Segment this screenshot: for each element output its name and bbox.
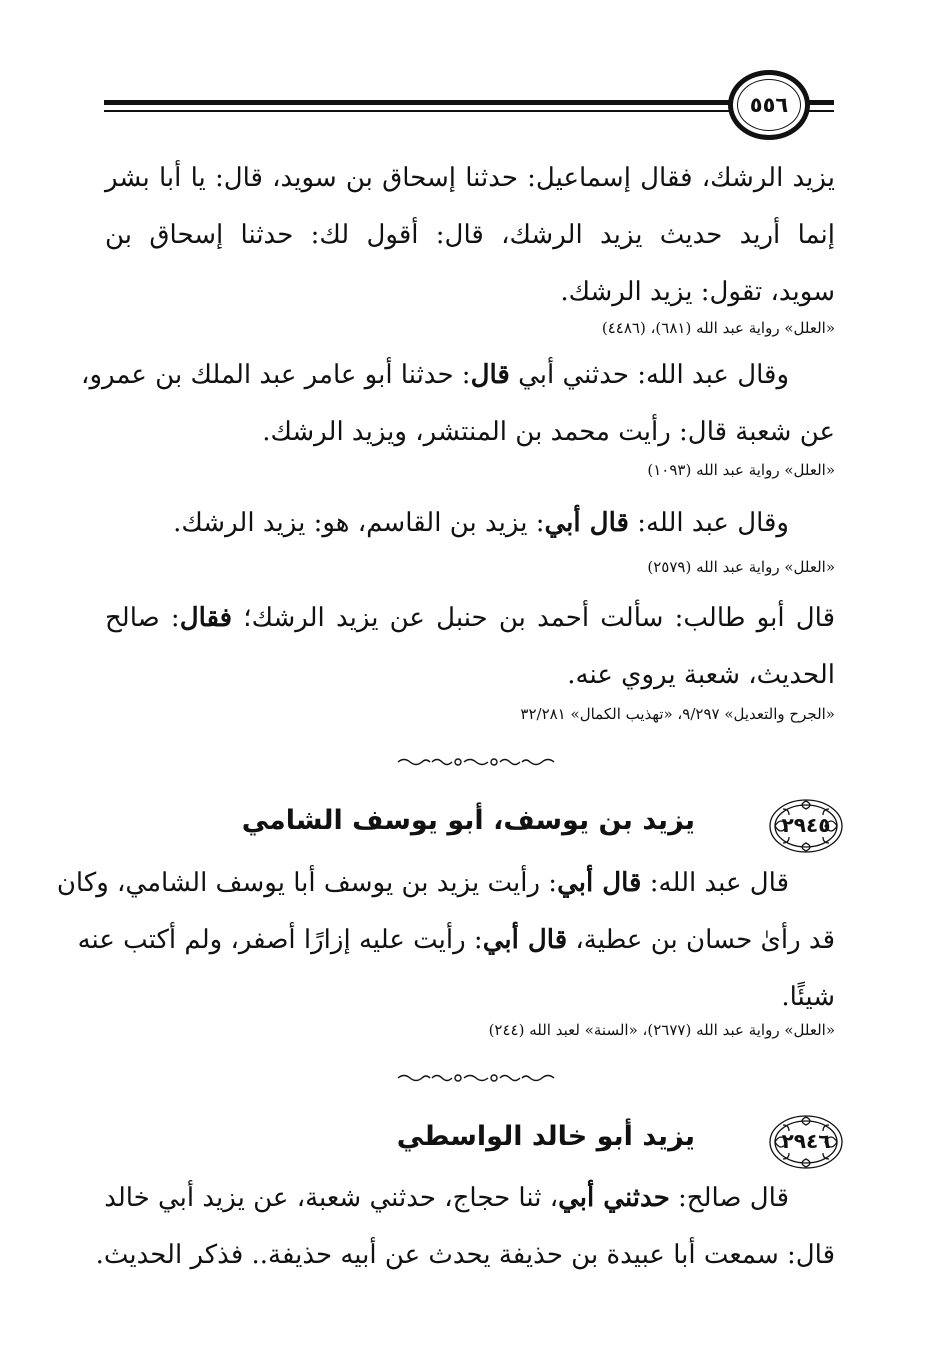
- entry-2946-line-2: قال: سمعت أبا عبيدة بن حذيفة يحدث عن أبيه حذيفة.. فذكر الحديث.: [95, 1240, 835, 1270]
- block-3-post: : يزيد بن القاسم، هو: يزيد الرشك.: [173, 508, 545, 538]
- page-header: [104, 70, 834, 140]
- block-2-line-2: عن شعبة قال: رأيت محمد بن المنتشر، ويزيد الرشك.: [262, 417, 835, 447]
- page-number: ٥٥٦: [749, 93, 789, 117]
- block-2-line-1-bold: قال: [470, 360, 510, 390]
- entry-2946-text: [95, 1170, 835, 1284]
- entry-2945-number: ٢٩٤٥: [781, 813, 831, 837]
- block-3-source-wrap: [105, 557, 835, 577]
- block-4-line-1-pre: قال أبو طالب: سألت أحمد بن حنبل عن يزيد الرشك؛: [232, 603, 836, 633]
- entry-2945-badge: [767, 797, 845, 855]
- entry-2945-line-2-pre: قد رأىٰ حسان بن عطية،: [567, 925, 835, 955]
- entry-2945-line-2: [77, 912, 835, 969]
- block-2-line-1-pre: وقال عبد الله: حدثني أبي: [509, 360, 789, 390]
- entry-2946-number: ٢٩٤٦: [781, 1129, 831, 1153]
- block-1-line-2: إنما أريد حديث يزيد الرشك، قال: أقول لك: حدثنا إسحاق بن: [105, 220, 835, 250]
- entry-2945-line-2-post: : رأيت عليه إزارًا أصفر، ولم أكتب عنه: [77, 925, 483, 955]
- entry-2945-line-1-post: : رأيت يزيد بن يوسف أبا يوسف الشامي، وكان: [56, 868, 558, 898]
- block-4-source-wrap: [105, 704, 835, 724]
- block-3-text: [105, 495, 835, 552]
- block-2-source: «العلل» رواية عبد الله (١٠٩٣): [647, 461, 835, 479]
- block-2-text: [81, 347, 835, 461]
- entry-2945-heading: [105, 797, 845, 857]
- scroll-ornament-divider-1: [396, 756, 556, 768]
- entry-2945-text: [56, 855, 835, 1026]
- entry-2945-line-3: شيئًا.: [781, 982, 835, 1012]
- block-3-source: «العلل» رواية عبد الله (٢٥٧٩): [647, 558, 835, 576]
- block-3-bold: قال أبي: [544, 508, 629, 538]
- block-3: [105, 495, 835, 552]
- scroll-ornament-divider-2: [396, 1072, 556, 1084]
- block-2-line-1-post: : حدثنا أبو عامر عبد الملك بن عمرو،: [81, 360, 471, 390]
- block-2: [81, 347, 835, 461]
- entry-2946-line-1-bold: حدثني أبي: [558, 1183, 670, 1213]
- block-4-source: «الجرح والتعديل» ٩/٢٩٧، «تهذيب الكمال» ٣٢/٢٨١: [520, 705, 835, 723]
- entry-2945-body: [56, 855, 835, 1026]
- entry-2946-heading: [105, 1113, 845, 1173]
- block-1-line-3: سويد، تقول: يزيد الرشك.: [560, 277, 835, 307]
- entry-2945-line-2-bold: قال أبي: [482, 925, 568, 955]
- page-number-badge: [728, 70, 810, 140]
- entry-2946-title: يزيد أبو خالد الواسطي: [396, 1121, 695, 1152]
- entry-2946-badge: [767, 1113, 845, 1171]
- entry-2946-line-1: [105, 1170, 835, 1227]
- entry-2945-source-wrap: [105, 1020, 835, 1040]
- entry-2946-line-1-pre: قال صالح:: [669, 1183, 789, 1213]
- block-1: [105, 150, 835, 321]
- block-4-line-1: [105, 590, 835, 647]
- entry-2945-source: «العلل» رواية عبد الله (٢٦٧٧)، «السنة» لعبد الله (٢٤٤): [488, 1021, 835, 1039]
- header-rule-right-thin: [806, 110, 834, 112]
- block-4-line-1-post: : صالح: [105, 603, 180, 633]
- entry-2945-line-1-pre: قال عبد الله:: [641, 868, 789, 898]
- block-3-pre: وقال عبد الله:: [628, 508, 789, 538]
- block-1-text: [105, 150, 835, 321]
- entry-2946-line-1-post: ، ثنا حجاج، حدثني شعبة، عن يزيد أبي خالد: [104, 1183, 559, 1213]
- entry-2945-title: يزيد بن يوسف، أبو يوسف الشامي: [241, 805, 695, 836]
- header-rule-right-thick: [806, 100, 834, 105]
- block-2-source-wrap: [105, 460, 835, 480]
- block-4-text: [105, 590, 835, 704]
- entry-2946-body: [95, 1170, 835, 1284]
- header-rule-thin: [104, 110, 734, 112]
- entry-2945-line-1-bold: قال أبي: [557, 868, 642, 898]
- block-4: [105, 590, 835, 704]
- entry-2945-line-1: [56, 855, 835, 912]
- block-3-line-1: [105, 495, 835, 552]
- block-4-line-2: الحديث، شعبة يروي عنه.: [567, 660, 835, 690]
- block-1-source-wrap: [105, 318, 835, 338]
- block-1-source: «العلل» رواية عبد الله (٦٨١)، (٤٤٨٦): [601, 319, 835, 337]
- header-rule-thick: [104, 100, 734, 105]
- block-1-line-1: يزيد الرشك، فقال إسماعيل: حدثنا إسحاق بن سويد، قال: يا أبا بشر: [105, 163, 835, 193]
- block-2-line-1: [81, 347, 835, 404]
- block-4-line-1-bold: فقال: [179, 603, 233, 633]
